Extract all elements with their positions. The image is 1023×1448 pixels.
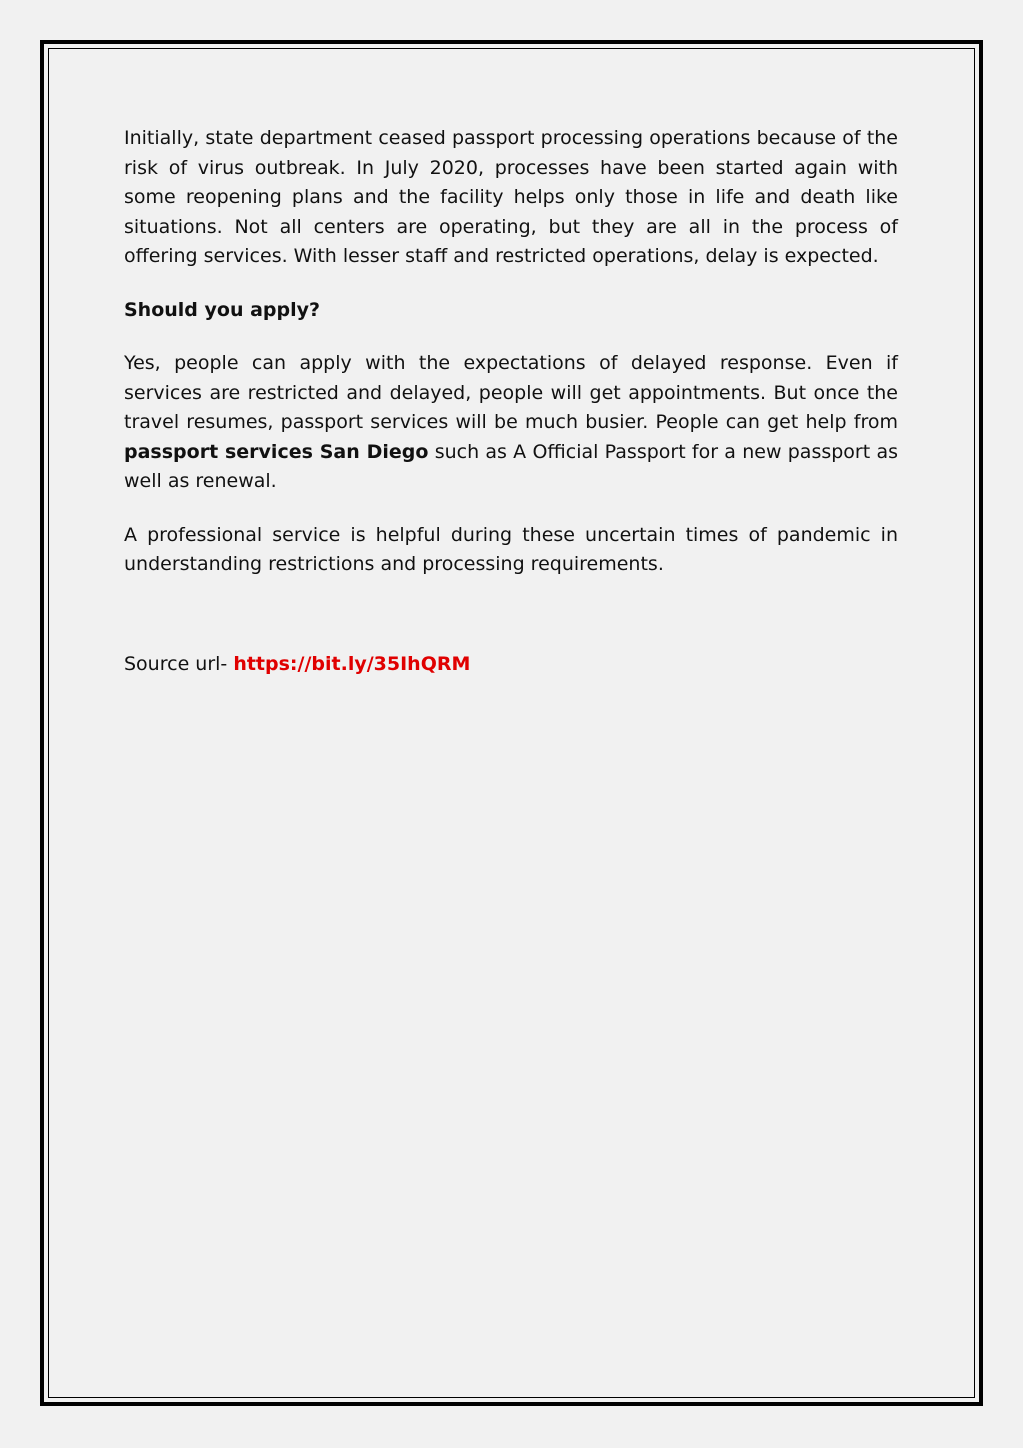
apply-paragraph-text-end: such as A Official Passport for a new passport as well as renewal. xyxy=(124,440,898,492)
apply-paragraph-text-start: Yes, people can apply with the expectations of delayed response. Even if services are restricted and delayed, people will get appointments. But once the travel resumes, passport services will be much busier. People can get help from xyxy=(124,352,898,433)
spacer xyxy=(124,604,898,650)
apply-paragraph xyxy=(124,349,898,497)
source-label: Source url- xyxy=(124,652,234,675)
source-line xyxy=(124,650,898,680)
passport-services-link[interactable]: passport services San Diego xyxy=(124,440,429,463)
professional-service-paragraph: A professional service is helpful during these uncertain times of pandemic in understanding restrictions and processing requirements. xyxy=(124,523,898,575)
source-url-link[interactable]: https://bit.ly/35IhQRM xyxy=(233,652,471,675)
section-heading: Should you apply? xyxy=(124,298,321,321)
intro-paragraph: Initially, state department ceased passport processing operations because of the risk of virus outbreak. In July 2020, processes have been started again with some reopening plans and the facility helps only those in life and death like situations. Not all centers are operating, but they are all in the process of offering services. With lesser staff and restricted operations, delay is expected. xyxy=(124,127,898,267)
document-body xyxy=(124,124,898,679)
